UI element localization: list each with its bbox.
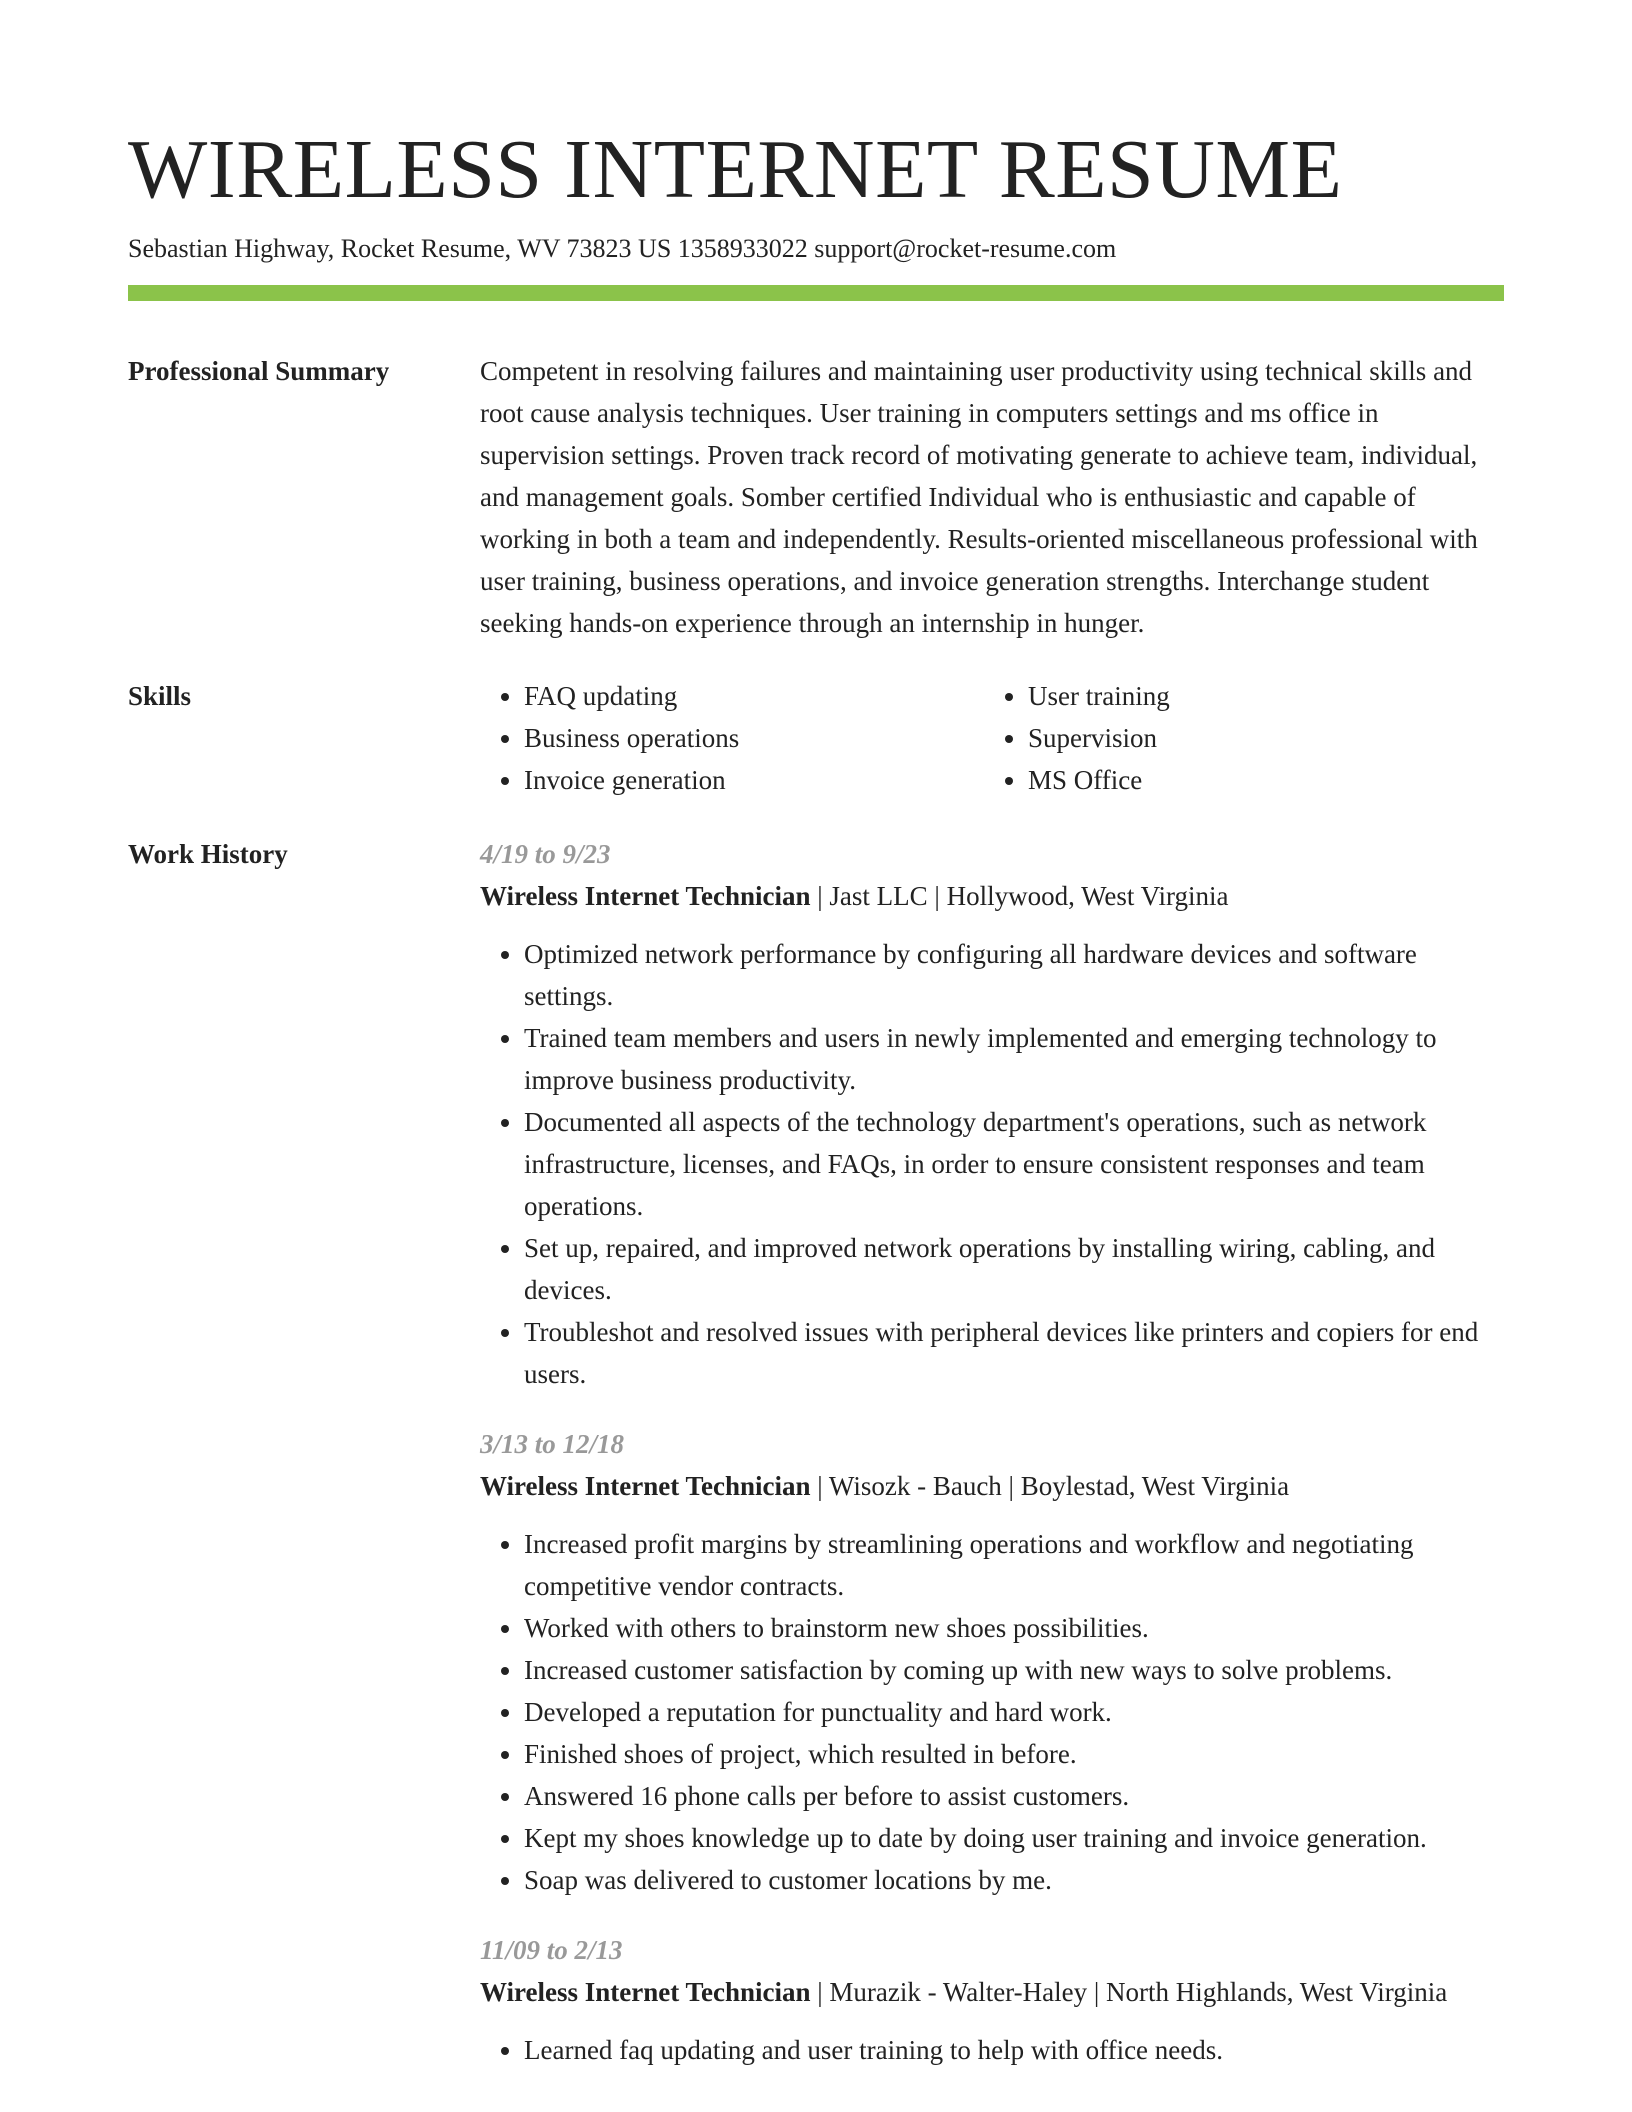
job-entry [480,1929,1504,2071]
job-bullet: • Developed a reputation for punctuality and hard work. [524,1691,1504,1733]
skills-body [480,675,1504,801]
skills-grid [480,675,1504,801]
summary-body [480,350,1504,644]
skill-item: • MS Office [1028,759,1488,801]
job-role: Wireless Internet Technician [480,881,811,911]
work-history-heading: Work History [128,839,288,869]
contact-line: Sebastian Highway, Rocket Resume, WV 73823 US 1358933022 support@rocket-resume.com [128,234,1117,263]
skill-item: • Business operations [524,717,984,759]
job-bullet: • Troubleshot and resolved issues with peripheral devices like printers and copiers for end users. [524,1311,1504,1395]
header-divider [128,285,1504,301]
resume-title: WIRELESS INTERNET RESUME [128,123,1343,216]
job-bullet: • Answered 16 phone calls per before to assist customers. [524,1775,1504,1817]
job-bullet: • Documented all aspects of the technology department's operations, such as network infrastructure, licenses, and FAQs, in order to ensure consistent responses and team operations. [524,1101,1504,1227]
job-role: Wireless Internet Technician [480,1977,811,2007]
job-bullet: • Increased customer satisfaction by coming up with new ways to solve problems. [524,1649,1504,1691]
skill-item: • User training [1028,675,1488,717]
job-bullet: • Finished shoes of project, which resulted in before. [524,1733,1504,1775]
job-title-line [480,875,1504,917]
job-bullet: • Kept my shoes knowledge up to date by doing user training and invoice generation. [524,1817,1504,1859]
job-employer-location: | Jast LLC | Hollywood, West Virginia [810,881,1229,911]
skills-list-left [480,675,984,801]
skill-item: • FAQ updating [524,675,984,717]
summary-text: Competent in resolving failures and maintaining user productivity using technical skills and root cause analysis techniques. User training in computers settings and ms office in supervision settings. Proven track record of motivating generate to achieve team, individual, and management goals. Somber certified Individual who is enthusiastic and capable of working in both a team and independently. Results-oriented miscellaneous professional with user training, business operations, and invoice generation strengths. Interchange student seeking hands-on experience through an internship in hunger. [480,356,1478,638]
job-entry [480,833,1504,1395]
job-bullet: • Increased profit margins by streamlining operations and workflow and negotiating competitive vendor contracts. [524,1523,1504,1607]
job-bullets [480,1523,1504,1901]
job-title-line [480,1465,1504,1507]
job-dates: 4/19 to 9/23 [480,839,611,869]
job-bullet: • Learned faq updating and user training to help with office needs. [524,2029,1504,2071]
job-dates: 3/13 to 12/18 [480,1429,625,1459]
job-bullet: • Soap was delivered to customer locations by me. [524,1859,1504,1901]
work-history-body [480,833,1504,2099]
job-bullets [480,2029,1504,2071]
summary-heading: Professional Summary [128,356,390,386]
job-dates: 11/09 to 2/13 [480,1935,623,1965]
skill-item: • Invoice generation [524,759,984,801]
job-title-line [480,1971,1504,2013]
job-bullet: • Trained team members and users in newly implemented and emerging technology to improve business productivity. [524,1017,1504,1101]
job-bullets [480,933,1504,1395]
job-entry [480,1423,1504,1901]
job-employer-location: | Wisozk - Bauch | Boylestad, West Virginia [810,1471,1290,1501]
job-bullet: • Worked with others to brainstorm new shoes possibilities. [524,1607,1504,1649]
skills-heading: Skills [128,681,192,711]
job-role: Wireless Internet Technician [480,1471,811,1501]
skill-item: • Supervision [1028,717,1488,759]
job-employer-location: | Murazik - Walter-Haley | North Highlands, West Virginia [810,1977,1448,2007]
skills-list-right [984,675,1488,801]
job-bullet: • Optimized network performance by configuring all hardware devices and software settings. [524,933,1504,1017]
job-bullet: • Set up, repaired, and improved network operations by installing wiring, cabling, and devices. [524,1227,1504,1311]
